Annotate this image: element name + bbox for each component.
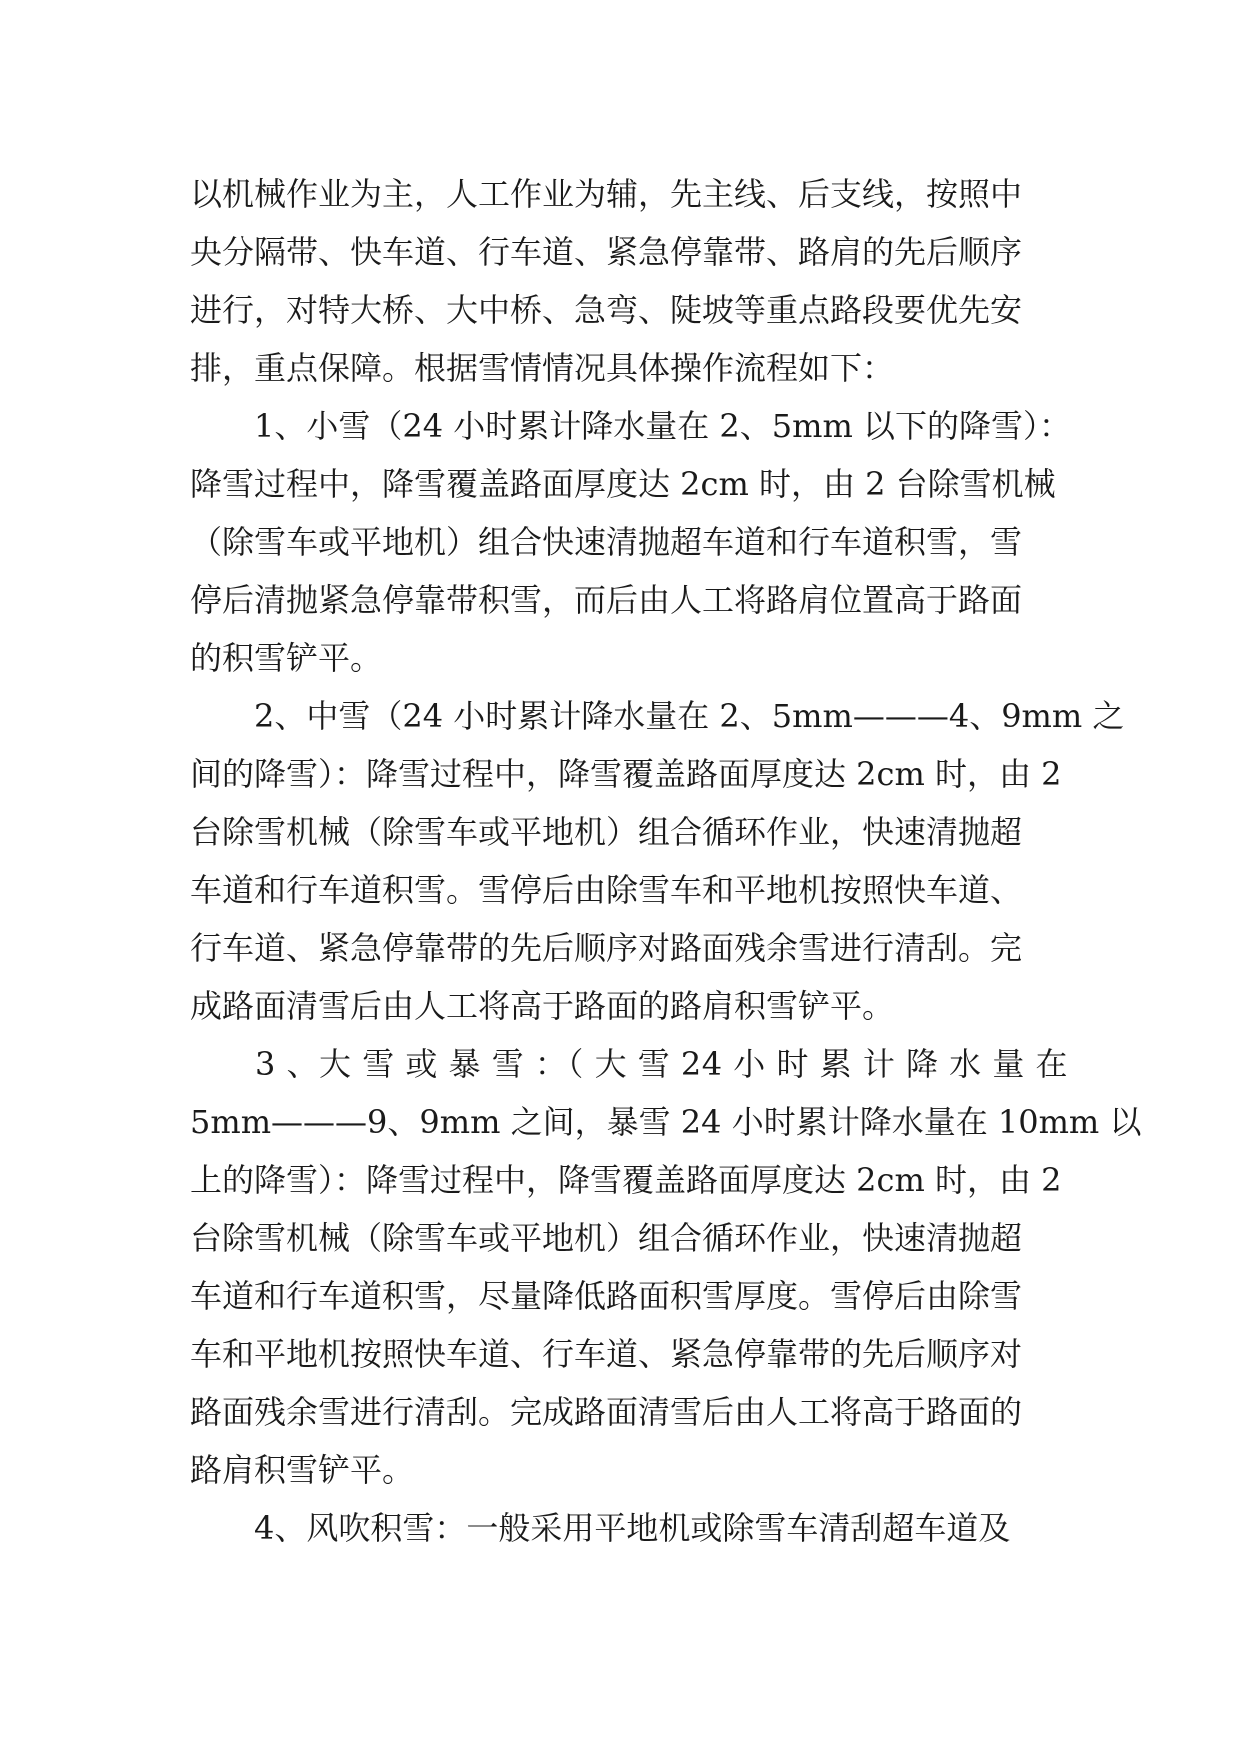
text-line: 台除雪机械（除雪车或平地机）组合循环作业，快速清抛超 (190, 1219, 1023, 1257)
text-line: 以机械作业为主，人工作业为辅，先主线、后支线，按照中 (190, 175, 1023, 213)
text-line: 的积雪铲平。 (190, 639, 383, 677)
text-line: 上的降雪）：降雪过程中，降雪覆盖路面厚度达 2cm 时，由 2 (190, 1161, 1062, 1199)
text-line: 2、中雪（24 小时累计降水量在 2、5mm———4、9mm 之 (190, 697, 1125, 735)
text-line: 车和平地机按照快车道、行车道、紧急停靠带的先后顺序对 (190, 1335, 1023, 1373)
text-line: 1、小雪（24 小时累计降水量在 2、5mm 以下的降雪）： (190, 407, 1072, 445)
text-line: 降雪过程中，降雪覆盖路面厚度达 2cm 时，由 2 台除雪机械 (190, 465, 1056, 503)
text-line: 路面残余雪进行清刮。完成路面清雪后由人工将高于路面的 (190, 1393, 1023, 1431)
text-line: 间的降雪）：降雪过程中，降雪覆盖路面厚度达 2cm 时，由 2 (190, 755, 1062, 793)
text-line: 排，重点保障。根据雪情情况具体操作流程如下： (190, 349, 895, 387)
text-line: 4、风吹积雪：一般采用平地机或除雪车清刮超车道及 (190, 1509, 1011, 1547)
document-body (190, 165, 1142, 1557)
text-line: 车道和行车道积雪，尽量降低路面积雪厚度。雪停后由除雪 (190, 1277, 1023, 1315)
text-line: 3 、大 雪 或 暴 雪 ：（ 大 雪 24 小 时 累 计 降 水 量 在 (190, 1045, 1069, 1083)
text-line: 台除雪机械（除雪车或平地机）组合循环作业，快速清抛超 (190, 813, 1023, 851)
text-line: 成路面清雪后由人工将高于路面的路肩积雪铲平。 (190, 987, 895, 1025)
text-line: 车道和行车道积雪。雪停后由除雪车和平地机按照快车道、 (190, 871, 1023, 909)
text-line: 5mm———9、9mm 之间，暴雪 24 小时累计降水量在 10mm 以 (190, 1103, 1142, 1141)
text-line: 停后清抛紧急停靠带积雪，而后由人工将路肩位置高于路面 (190, 581, 1023, 619)
text-line: 进行，对特大桥、大中桥、急弯、陡坡等重点路段要优先安 (190, 291, 1023, 329)
text-line: 行车道、紧急停靠带的先后顺序对路面残余雪进行清刮。完 (190, 929, 1023, 967)
text-line: （除雪车或平地机）组合快速清抛超车道和行车道积雪，雪 (190, 523, 1023, 561)
text-line: 路肩积雪铲平。 (190, 1451, 415, 1489)
text-line: 央分隔带、快车道、行车道、紧急停靠带、路肩的先后顺序 (190, 233, 1023, 271)
